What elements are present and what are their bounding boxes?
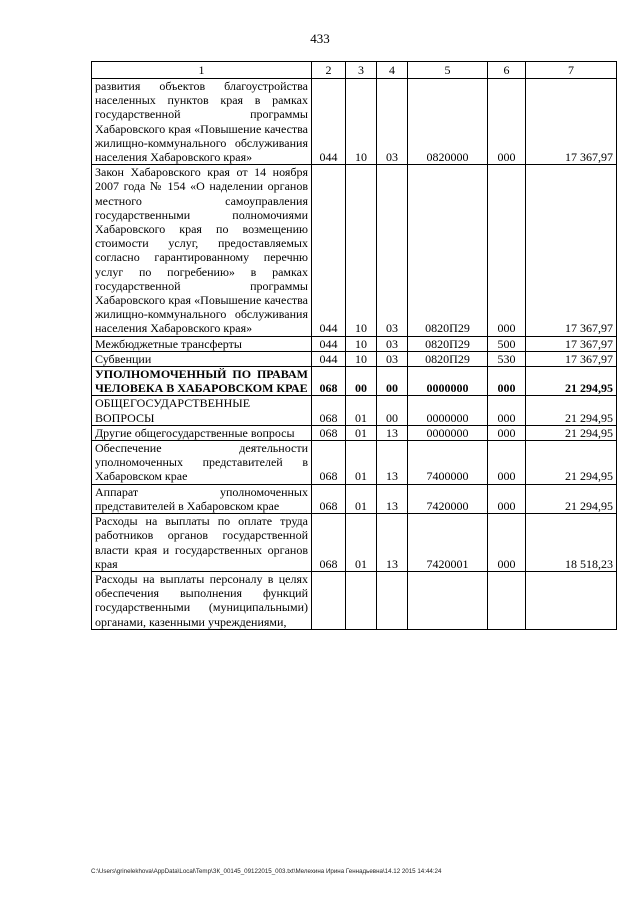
header-cell: 3 bbox=[346, 62, 377, 79]
section-code: 01 bbox=[346, 425, 377, 440]
subsection-code: 00 bbox=[377, 396, 408, 425]
expense-type-code bbox=[488, 571, 526, 629]
target-article-code: 7400000 bbox=[408, 441, 488, 485]
expense-type-code: 000 bbox=[488, 514, 526, 572]
header-cell: 1 bbox=[92, 62, 312, 79]
subsection-code bbox=[377, 571, 408, 629]
row-name: развития объектов благоустройства населенных пунктов края в рамках государственной программы Хабаровского края «Повышение качества жилищно-коммунального обслуживания населения Хабаровского края» bbox=[92, 79, 312, 165]
table-row bbox=[92, 336, 617, 351]
subsection-code: 03 bbox=[377, 165, 408, 336]
expense-type-code: 000 bbox=[488, 367, 526, 396]
page-number: 433 bbox=[310, 31, 330, 46]
expense-type-code: 000 bbox=[488, 165, 526, 336]
header-cell: 7 bbox=[526, 62, 617, 79]
target-article-code: 7420001 bbox=[408, 514, 488, 572]
expense-type-code: 000 bbox=[488, 484, 526, 513]
target-article-code: 0000000 bbox=[408, 396, 488, 425]
ministry-code: 044 bbox=[312, 165, 346, 336]
ministry-code: 044 bbox=[312, 336, 346, 351]
header-cell: 2 bbox=[312, 62, 346, 79]
expense-type-code: 500 bbox=[488, 336, 526, 351]
subsection-code: 13 bbox=[377, 425, 408, 440]
target-article-code: 0000000 bbox=[408, 425, 488, 440]
row-name: Другие общегосударственные вопросы bbox=[92, 425, 312, 440]
amount: 17 367,97 bbox=[526, 336, 617, 351]
section-code: 10 bbox=[346, 79, 377, 165]
ministry-code: 044 bbox=[312, 351, 346, 366]
ministry-code: 068 bbox=[312, 396, 346, 425]
table-row bbox=[92, 396, 617, 425]
section-code: 10 bbox=[346, 351, 377, 366]
row-name: Субвенции bbox=[92, 351, 312, 366]
ministry-code: 068 bbox=[312, 441, 346, 485]
amount: 21 294,95 bbox=[526, 484, 617, 513]
amount: 18 518,23 bbox=[526, 514, 617, 572]
target-article-code: 0820П29 bbox=[408, 351, 488, 366]
amount: 17 367,97 bbox=[526, 165, 617, 336]
amount: 21 294,95 bbox=[526, 396, 617, 425]
row-name: Аппарат уполномоченных представителей в Хабаровском крае bbox=[92, 484, 312, 513]
amount: 21 294,95 bbox=[526, 441, 617, 485]
table-row bbox=[92, 441, 617, 485]
target-article-code: 0820000 bbox=[408, 79, 488, 165]
subsection-code: 13 bbox=[377, 441, 408, 485]
subsection-code: 03 bbox=[377, 79, 408, 165]
row-name: Расходы на выплаты по оплате труда работников органов государственной власти края и государственных органов края bbox=[92, 514, 312, 572]
section-code bbox=[346, 571, 377, 629]
expense-type-code: 000 bbox=[488, 396, 526, 425]
section-code: 01 bbox=[346, 396, 377, 425]
ministry-code: 068 bbox=[312, 367, 346, 396]
target-article-code: 0820П29 bbox=[408, 165, 488, 336]
table-row bbox=[92, 484, 617, 513]
amount bbox=[526, 571, 617, 629]
budget-table bbox=[91, 61, 617, 630]
ministry-code: 068 bbox=[312, 425, 346, 440]
ministry-code: 044 bbox=[312, 79, 346, 165]
amount: 17 367,97 bbox=[526, 79, 617, 165]
expense-type-code: 000 bbox=[488, 441, 526, 485]
row-name: Закон Хабаровского края от 14 ноября 2007 года № 154 «О наделении органов местного самоуправления государственными полномочиями Хабаровского края по возмещению стоимости услуг, предоставляемых согласно гарантированному перечню услуг по погребению» в рамках государственной программы Хабаровского края «Повышение качества жилищно-коммунального обслуживания населения Хабаровского края» bbox=[92, 165, 312, 336]
section-code: 01 bbox=[346, 441, 377, 485]
row-name: ОБЩЕГОСУДАРСТВЕННЫЕ ВОПРОСЫ bbox=[92, 396, 312, 425]
expense-type-code: 530 bbox=[488, 351, 526, 366]
row-name: Межбюджетные трансферты bbox=[92, 336, 312, 351]
section-code: 00 bbox=[346, 367, 377, 396]
target-article-code: 0820П29 bbox=[408, 336, 488, 351]
target-article-code: 0000000 bbox=[408, 367, 488, 396]
ministry-code: 068 bbox=[312, 514, 346, 572]
target-article-code bbox=[408, 571, 488, 629]
target-article-code: 7420000 bbox=[408, 484, 488, 513]
section-code: 10 bbox=[346, 336, 377, 351]
table-row bbox=[92, 351, 617, 366]
section-code: 01 bbox=[346, 514, 377, 572]
row-name: УПОЛНОМОЧЕННЫЙ ПО ПРАВАМ ЧЕЛОВЕКА В ХАБАРОВСКОМ КРАЕ bbox=[92, 367, 312, 396]
subsection-code: 03 bbox=[377, 336, 408, 351]
subsection-code: 13 bbox=[377, 484, 408, 513]
subsection-code: 00 bbox=[377, 367, 408, 396]
section-code: 01 bbox=[346, 484, 377, 513]
table-row bbox=[92, 425, 617, 440]
table-row bbox=[92, 79, 617, 165]
section-code: 10 bbox=[346, 165, 377, 336]
table-row bbox=[92, 367, 617, 396]
table-row bbox=[92, 165, 617, 336]
ministry-code bbox=[312, 571, 346, 629]
amount: 21 294,95 bbox=[526, 367, 617, 396]
amount: 21 294,95 bbox=[526, 425, 617, 440]
subsection-code: 13 bbox=[377, 514, 408, 572]
table-row bbox=[92, 514, 617, 572]
expense-type-code: 000 bbox=[488, 79, 526, 165]
table-row bbox=[92, 571, 617, 629]
table-header-row bbox=[92, 62, 617, 79]
expense-type-code: 000 bbox=[488, 425, 526, 440]
amount: 17 367,97 bbox=[526, 351, 617, 366]
row-name: Расходы на выплаты персоналу в целях обеспечения выполнения функций государственными (муниципальными) органами, казенными учреждениями, bbox=[92, 571, 312, 629]
ministry-code: 068 bbox=[312, 484, 346, 513]
header-cell: 4 bbox=[377, 62, 408, 79]
header-cell: 6 bbox=[488, 62, 526, 79]
row-name: Обеспечение деятельности уполномоченных представителей в Хабаровском крае bbox=[92, 441, 312, 485]
file-path-footer: C:\Users\grinelekhova\AppData\Local\Temp\ЗК_00145_09122015_003.txt\Мелехина Ирина Геннадьевна\14.12 2015 14:44:24 bbox=[91, 868, 442, 875]
header-cell: 5 bbox=[408, 62, 488, 79]
subsection-code: 03 bbox=[377, 351, 408, 366]
